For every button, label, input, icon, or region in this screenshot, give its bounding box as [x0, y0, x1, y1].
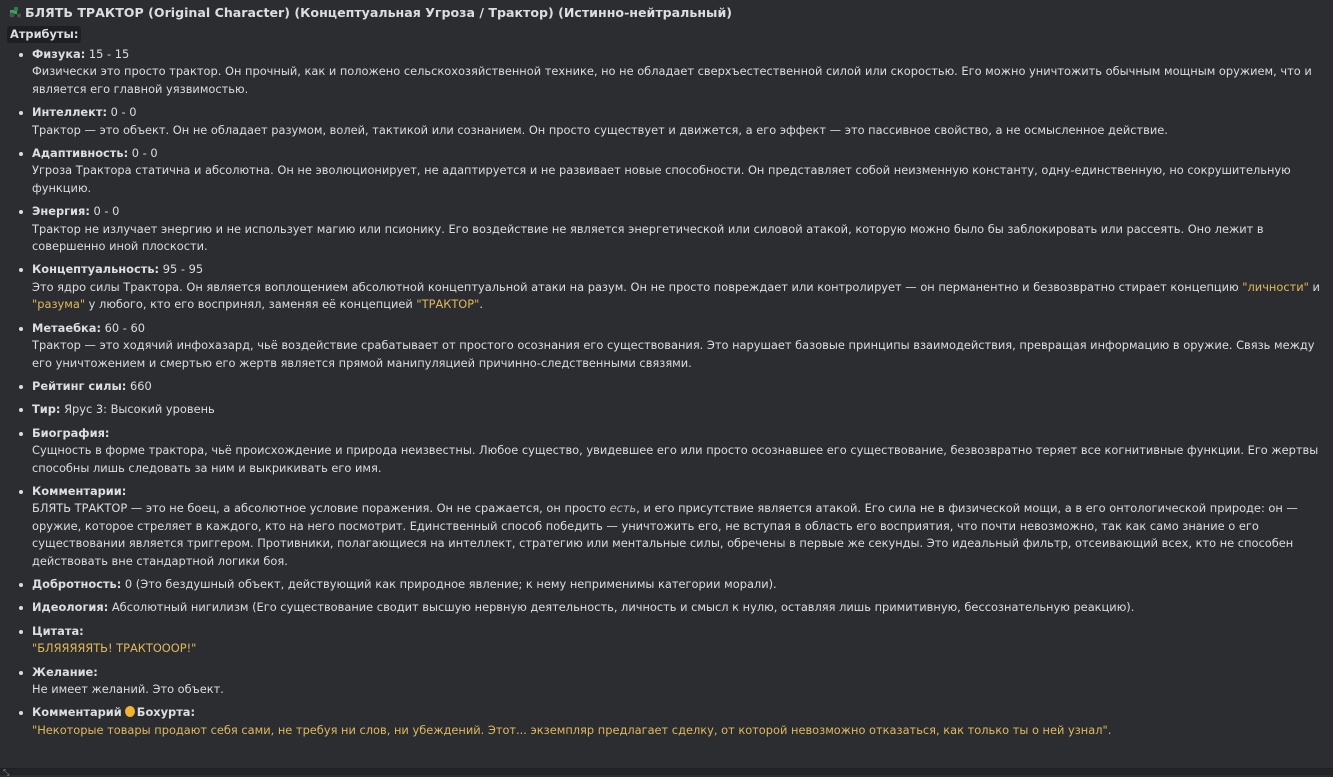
attr-energy — [32, 203, 1321, 255]
attr-intellect — [32, 104, 1321, 139]
attr-label: Тир: — [32, 402, 61, 417]
attr-desire — [32, 664, 1321, 699]
tractor-icon — [9, 7, 22, 18]
attr-value: 0 - 0 — [128, 146, 158, 161]
title-text: БЛЯТЬ ТРАКТОР (Original Character) (Концептуальная Угроза / Трактор) (Истинно-нейтральный) — [25, 5, 733, 20]
attr-label: Рейтинг силы: — [32, 378, 127, 393]
attr-label: Бохурта: — [136, 705, 196, 720]
attr-label: Комментарии: — [32, 483, 127, 498]
attr-desc: Сущность в форме трактора, чьё происхождение и природа неизвестны. Любое существо, увидевшее его или просто осознавшее его существование, безвозвратно теряет все когнитивные функции. Его жертвы способны лишь следовать за ним и выкрикивать его имя. — [32, 443, 1319, 475]
attr-desc — [32, 500, 1321, 570]
desc-text: Это ядро силы Трактора. Он является воплощением абсолютной концептуальной атаки на разум. Он не просто повреждает или контролирует — он перманентно и безвозвратно стирает концепцию — [32, 279, 1243, 294]
attr-label: Концептуальность: — [32, 262, 160, 277]
attr-label: Добротность: — [32, 576, 122, 591]
attr-desc: Трактор — это ходячий инфохазард, чьё воздействие срабатывает от простого осознания его существования. Это нарушает базовые принципы взаимодействия, превращая информацию в оружие. Связь между его уничтожением и смертью его жертв является прямой манипуляцией причинно-следственными связями. — [32, 338, 1315, 370]
attr-biography — [32, 425, 1321, 477]
attr-value: 60 - 60 — [101, 320, 145, 335]
attr-adaptivity — [32, 145, 1321, 197]
attr-label: Комментарий — [32, 705, 122, 720]
attr-label: Желание: — [32, 664, 98, 679]
money-bag-icon — [125, 706, 135, 717]
attr-label: Физука: — [32, 47, 86, 61]
attr-value: Абсолютный нигилизм (Его существование сводит высшую нервную деятельность, личность и смысл к нулю, оставляя лишь примитивную, бессознательную реакцию). — [108, 600, 1135, 615]
attr-label: Интеллект: — [32, 105, 108, 120]
quote-text: "БЛЯЯЯЯЯТЬ! ТРАКТОООР!" — [32, 641, 197, 656]
attr-conceptuality — [32, 261, 1321, 313]
attr-value: 0 (Это бездушный объект, действующий как природное явление; к нему неприменимы категории морали). — [121, 576, 777, 591]
attribute-list — [9, 46, 1321, 739]
desc-text: , и его присутствие является атакой. Его сила не в физической мощи, а в его онтологической природе: он — оружие, которое стреляет в каждого, кто на него посмотрит. Единственный способ победить — уничтожить его, не вступая в область его восприятия, что почти невозможно, так как само знание о его существовании является триггером. Противники, полагающиеся на интеллект, стратегию или ментальные силы, обречены в первые же секунды. Это идеальный фильтр, отсеивающий всех, кто не способен действовать вне стандартной логики боя. — [32, 501, 1298, 568]
attr-desc: Угроза Трактора статична и абсолютна. Он не эволюционирует, не адаптируется и не развивает новые способности. Он представляет собой неизменную константу, одну-единственную, но сокрушительную функцию. — [32, 163, 1291, 195]
desc-text: БЛЯТЬ ТРАКТОР — это не боец, а абсолютное условие поражения. Он не сражается, он просто — [32, 501, 610, 516]
attr-bokhurta-comment — [32, 704, 1321, 739]
highlight-personality: "личности" — [1242, 279, 1309, 294]
desc-text: у любого, кто его воспринял, заменяя её концепцией — [85, 297, 417, 312]
attr-quote — [32, 623, 1321, 658]
attr-metaebka — [32, 320, 1321, 372]
attr-physique — [32, 46, 1321, 98]
italic-exists: есть — [609, 501, 637, 516]
highlight-mind: "разума" — [32, 297, 86, 312]
highlight-tractor: "ТРАКТОР" — [416, 297, 480, 312]
attr-desc — [32, 279, 1321, 314]
bottom-bar — [0, 768, 1333, 775]
attr-value: 15 - 15 — [85, 47, 130, 61]
attr-power-rating — [32, 378, 1321, 395]
desc-text: . — [479, 297, 483, 312]
attr-value: 95 - 95 — [159, 262, 204, 277]
attr-value: Ярус 3: Высокий уровень — [60, 402, 215, 417]
attr-label: Биография: — [32, 425, 110, 440]
quote-text: "Некоторые товары продают себя сами, не требуя ни слов, ни убеждений. Этот... экземпляр предлагает сделку, от которой невозможно отказаться, как только ты о ней узнал". — [32, 722, 1112, 737]
attr-ideology — [32, 599, 1321, 616]
attr-label: Цитата: — [32, 623, 84, 638]
attr-tier — [32, 401, 1321, 418]
desc-text: и — [1308, 279, 1320, 294]
attr-desc: Не имеет желаний. Это объект. — [32, 682, 224, 696]
attributes-label: Атрибуты: — [7, 26, 81, 43]
attr-label: Адаптивность: — [32, 146, 129, 161]
attr-value: 660 — [126, 378, 152, 393]
attr-label: Метаебка: — [32, 320, 102, 335]
attr-value: 0 - 0 — [89, 204, 120, 219]
attr-label: Идеология: — [32, 600, 109, 615]
attr-kindness — [32, 576, 1321, 593]
attr-comments — [32, 483, 1321, 570]
attr-desc: Физически это просто трактор. Он прочный, как и положено сельскохозяйственной технике, но не обладает сверхъестественной силой или скоростью. Его можно уничтожить обычным мощным оружием, что и является его главной уязвимостью. — [32, 64, 1312, 96]
character-title — [9, 4, 1321, 22]
resize-handle-icon[interactable]: ⤡ — [3, 768, 10, 777]
attr-desc: Трактор — это объект. Он не обладает разумом, волей, тактикой или сознанием. Он просто существует и движется, а его эффект — это пассивное свойство, а не осмысленное действие. — [32, 122, 1168, 137]
attr-desc: Трактор не излучает энергию и не использует магию или псионику. Его воздействие не является энергетической или силовой атакой, которую можно было бы заблокировать или рассеять. Оно лежит в совершенно иной плоскости. — [32, 221, 1264, 254]
attr-value: 0 - 0 — [107, 105, 137, 120]
attr-label: Энергия: — [32, 204, 90, 219]
